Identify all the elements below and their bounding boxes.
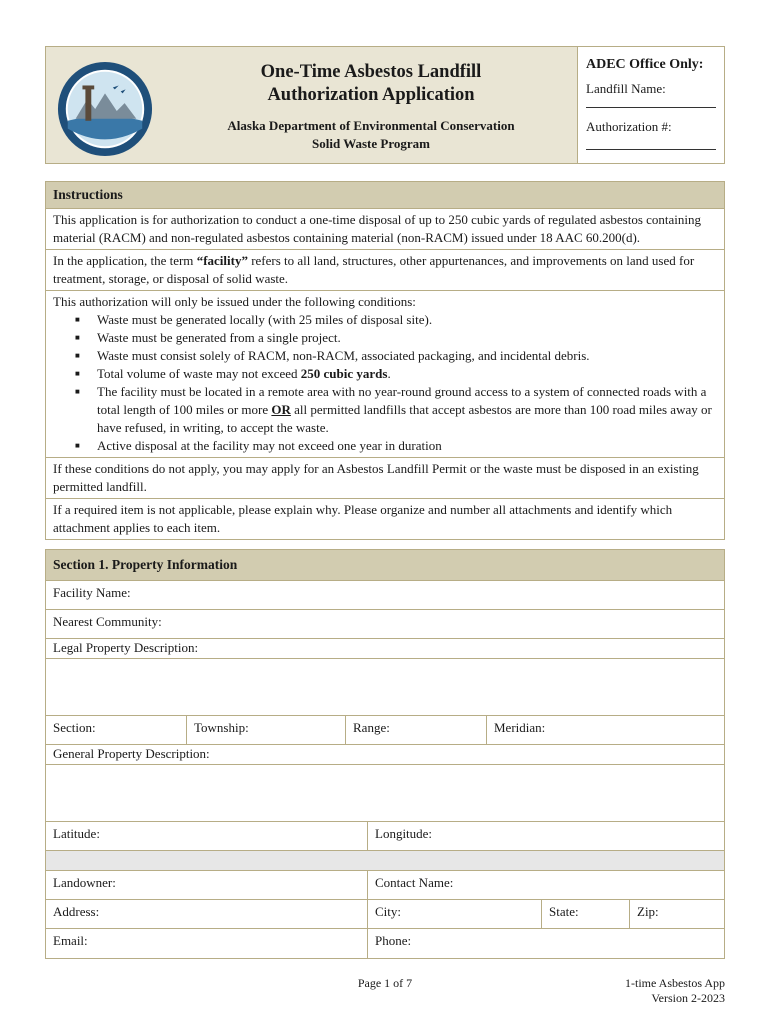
attachments-note: If a required item is not applicable, please explain why. Please organize and number all attachments and identify which attachment applies to each item. [53, 502, 673, 535]
legal-description-input-row [46, 659, 724, 716]
condition-item: ■ Waste must be generated locally (with 25 miles of disposal site). [53, 311, 717, 329]
form-title-line2: Authorization Application [267, 85, 475, 105]
instructions-heading: Instructions [46, 182, 724, 209]
version-block [625, 976, 725, 1006]
page-number: Page 1 of 7 [357, 976, 413, 990]
landfill-name-label: Landfill Name: [586, 81, 666, 96]
conditions-list [53, 311, 717, 455]
condition-text: The facility must be located in a remote area with no year-round ground access to a system of connected roads with a total length of 100 miles or more [97, 384, 707, 417]
address-row [46, 900, 724, 929]
state-field[interactable]: State: [542, 900, 630, 928]
condition-item [53, 383, 717, 437]
landowner-field[interactable]: Landowner: [46, 871, 368, 899]
condition-emphasis: OR [271, 402, 291, 417]
contact-name-field[interactable]: Contact Name: [375, 875, 454, 890]
meridian-field[interactable]: Meridian: [494, 720, 546, 735]
phone-field[interactable]: Phone: [375, 933, 412, 948]
alternative-permit-note: If these conditions do not apply, you may apply for an Asbestos Landfill Permit or the waste must be disposed in an existing permitted landfill. [46, 458, 724, 499]
email-field[interactable]: Email: [46, 929, 368, 958]
zip-field[interactable]: Zip: [637, 904, 659, 919]
nearest-community-row [46, 610, 724, 639]
owner-row [46, 871, 724, 900]
facility-definition [46, 250, 724, 291]
condition-item [53, 365, 717, 383]
section1-heading: Section 1. Property Information [46, 550, 724, 581]
landfill-name-field[interactable] [586, 81, 716, 119]
condition-text: all permitted landfills that accept asbestos are more than 100 road miles away or have refused, in writing, to accept the waste. [97, 402, 712, 435]
form-title [166, 61, 576, 107]
agency-block [166, 117, 576, 153]
coordinates-row [46, 822, 724, 851]
plss-row [46, 716, 724, 745]
office-only-box [578, 47, 724, 163]
form-title-line1: One-Time Asbestos Landfill [260, 62, 482, 82]
condition-item: ■ Active disposal at the facility may not exceed one year in duration [53, 437, 717, 455]
separator-cell [46, 851, 724, 870]
range-field[interactable]: Range: [346, 716, 487, 744]
conditions-block [46, 291, 724, 458]
general-description-input-row [46, 765, 724, 822]
landfill-name-underline [586, 107, 716, 108]
form-header [45, 46, 725, 164]
nearest-community-field[interactable]: Nearest Community: [53, 614, 162, 629]
instructions-paragraph: This application is for authorization to conduct a one-time disposal of up to 250 cubic yards of regulated asbestos containing material (RACM) and non-regulated asbestos containing material (non-RACM) issued under 18 AAC 60.200(d). [46, 209, 724, 250]
condition-text: Total volume of waste may not exceed [97, 366, 301, 381]
authorization-number-field[interactable] [586, 119, 716, 157]
facility-def-post: refers to all land, structures, other appurtenances, and improvements on land used for treatment, storage, or disposal of solid waste. [53, 253, 695, 286]
agency-name: Alaska Department of Environmental Conservation [227, 118, 515, 133]
version-label: Version 2-2023 [651, 991, 725, 1005]
header-title-block [46, 47, 578, 163]
condition-item: ■ Waste must consist solely of RACM, non-RACM, associated packaging, and incidental debris. [53, 347, 717, 365]
condition-emphasis: 250 cubic yards [300, 366, 388, 381]
address-field[interactable]: Address: [46, 900, 368, 928]
program-name: Solid Waste Program [312, 136, 430, 151]
facility-name-row [46, 581, 724, 610]
app-name: 1-time Asbestos App [624, 976, 725, 990]
city-field[interactable]: City: [368, 900, 542, 928]
facility-name-field[interactable]: Facility Name: [53, 585, 131, 600]
email-phone-row [46, 929, 724, 958]
authorization-number-underline [586, 149, 716, 150]
general-description-label: General Property Description: [53, 746, 210, 761]
legal-description-field[interactable] [46, 659, 724, 715]
legal-description-label-row [46, 639, 724, 659]
authorization-number-label: Authorization #: [586, 119, 672, 134]
general-description-label-row [46, 745, 724, 765]
facility-term: “facility” [196, 253, 248, 268]
property-information-section [45, 549, 725, 959]
latitude-field[interactable]: Latitude: [46, 822, 368, 850]
alaska-dec-seal-icon [56, 60, 154, 158]
condition-text: . [387, 366, 391, 381]
township-field[interactable]: Township: [187, 716, 346, 744]
facility-def-pre: In the application, the term [53, 253, 197, 268]
general-description-field[interactable] [46, 765, 724, 821]
legal-description-label: Legal Property Description: [53, 640, 199, 655]
instructions-section [45, 181, 725, 540]
separator-row [46, 851, 724, 871]
condition-item: ■ Waste must be generated from a single project. [53, 329, 717, 347]
longitude-field[interactable]: Longitude: [375, 826, 433, 841]
conditions-intro: This authorization will only be issued under the following conditions: [53, 294, 416, 309]
section-field[interactable]: Section: [46, 716, 187, 744]
office-only-title: ADEC Office Only: [586, 57, 704, 72]
